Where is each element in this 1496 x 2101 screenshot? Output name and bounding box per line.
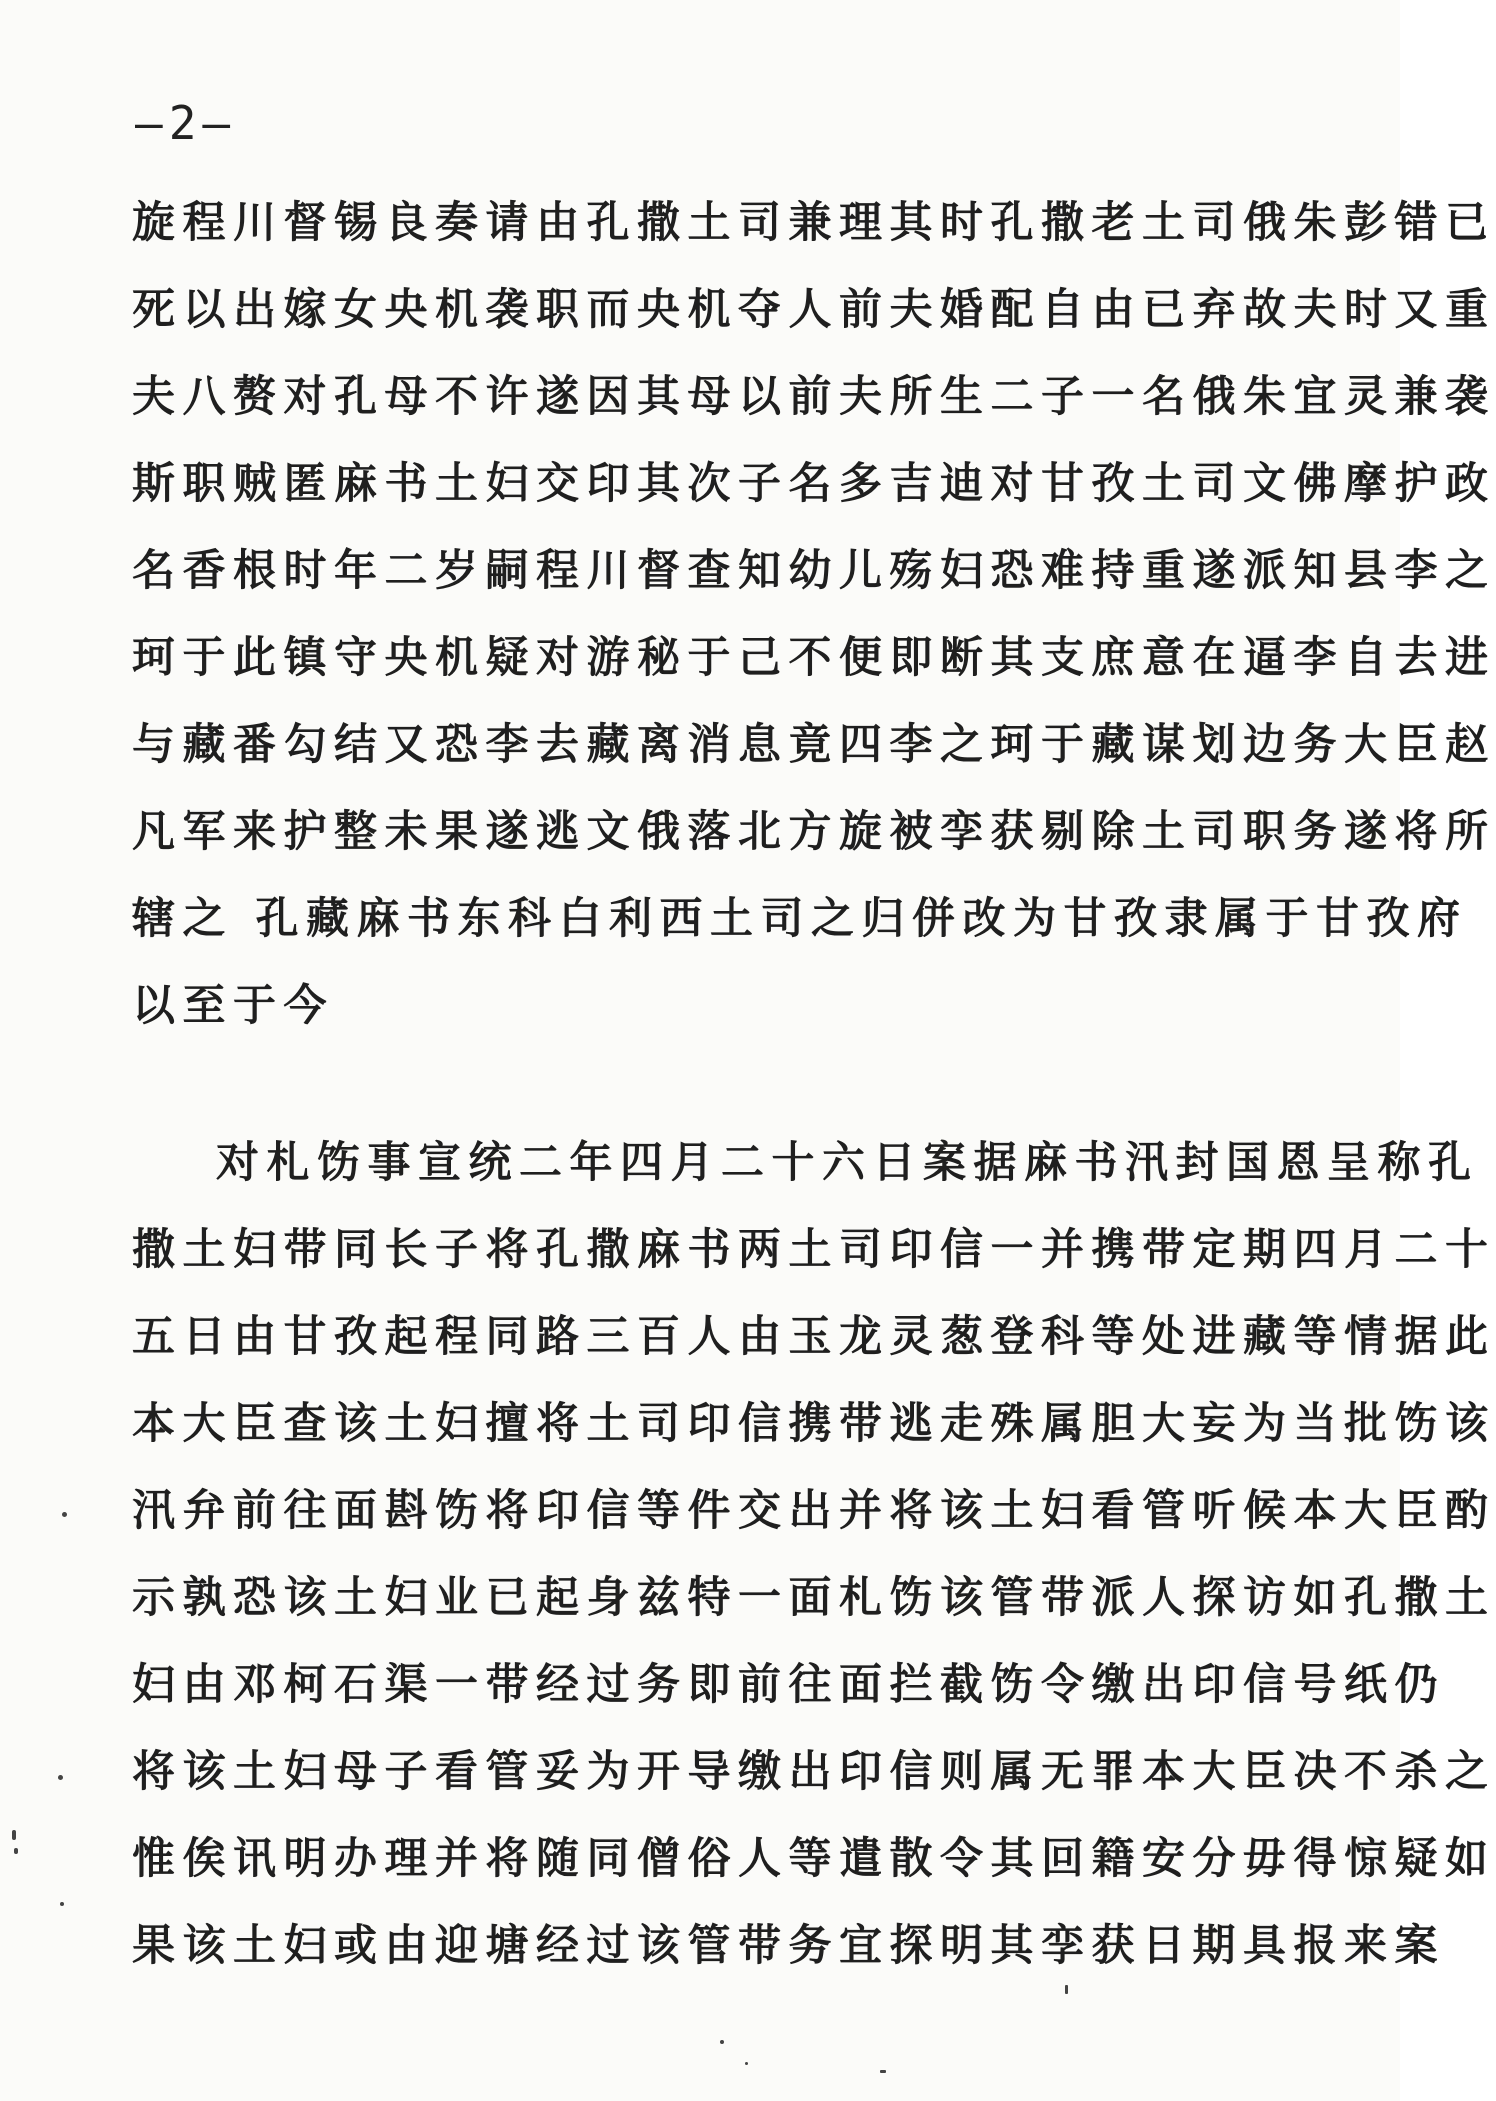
scan-speck	[60, 1902, 64, 1906]
text-line: 死以出嫁女央机袭职而央机夺人前夫婚配自由已弃故夫时又重	[132, 285, 1496, 335]
scan-speck	[720, 2040, 724, 2044]
text-line: 斯职贼匿麻书土妇交印其次子名多吉迪对甘孜土司文佛摩护政	[132, 459, 1496, 509]
scan-speck	[880, 2070, 886, 2073]
text-line: 与藏番勾结又恐李去藏离消息竟四李之珂于藏谋划边务大臣赵	[132, 720, 1496, 770]
text-line: 对札饬事宣统二年四月二十六日案据麻书汛封国恩呈称孔	[216, 1138, 1479, 1188]
text-line: 辖之 孔藏麻书东科白利西土司之归併改为甘孜隶属于甘孜府	[132, 894, 1468, 944]
text-line: 珂于此镇守央机疑对游秘于己不便即断其支庶意在逼李自去进	[132, 633, 1496, 683]
text-line: 撒土妇带同长子将孔撒麻书两土司印信一并携带定期四月二十	[132, 1225, 1496, 1275]
page-number: —2—	[135, 96, 237, 150]
paragraph-2	[132, 1120, 1496, 1990]
scan-speck	[14, 1848, 18, 1854]
text-line: 将该土妇母子看管妥为开导缴出印信则属无罪本大臣决不杀之	[132, 1747, 1496, 1797]
text-line: 旋程川督锡良奏请由孔撒土司兼理其时孔撒老土司俄朱彭错已	[132, 198, 1496, 248]
text-line: 果该土妇或由迎塘经过该管带务宜探明其孪获日期具报来案	[132, 1921, 1445, 1971]
text-line: 以至于今	[132, 981, 334, 1031]
text-line: 本大臣查该土妇擅将土司印信携带逃走殊属胆大妄为当批饬该	[132, 1399, 1496, 1449]
text-line: 汛弁前往面斟饬将印信等件交出并将该土妇看管听候本大臣酌	[132, 1486, 1496, 1536]
scan-speck	[12, 1830, 16, 1840]
text-line: 妇由邓柯石渠一带经过务即前往面拦截饬令缴出印信号纸仍	[132, 1660, 1445, 1710]
text-line: 名香根时年二岁嗣程川督查知幼儿殇妇恐难持重遂派知县李之	[132, 546, 1496, 596]
scan-speck	[58, 1775, 63, 1780]
scan-speck	[62, 1512, 67, 1517]
scan-speck	[1065, 1985, 1068, 1994]
text-line: 凡军来护整未果遂逃文俄落北方旋被孪获剔除土司职务遂将所	[132, 807, 1496, 857]
text-line: 五日由甘孜起程同路三百人由玉龙灵葱登科等处进藏等情据此	[132, 1312, 1496, 1362]
scan-speck	[745, 2062, 748, 2065]
text-line: 惟俟讯明办理并将随同僧俗人等遣散令其回籍安分毋得惊疑如	[132, 1834, 1496, 1884]
text-line: 示孰恐该土妇业已起身兹特一面札饬该管带派人探访如孔撒土	[132, 1573, 1496, 1623]
paragraph-1	[132, 180, 1496, 1050]
text-line: 夫八赘对孔母不许遂因其母以前夫所生二子一名俄朱宜灵兼袭	[132, 372, 1496, 422]
